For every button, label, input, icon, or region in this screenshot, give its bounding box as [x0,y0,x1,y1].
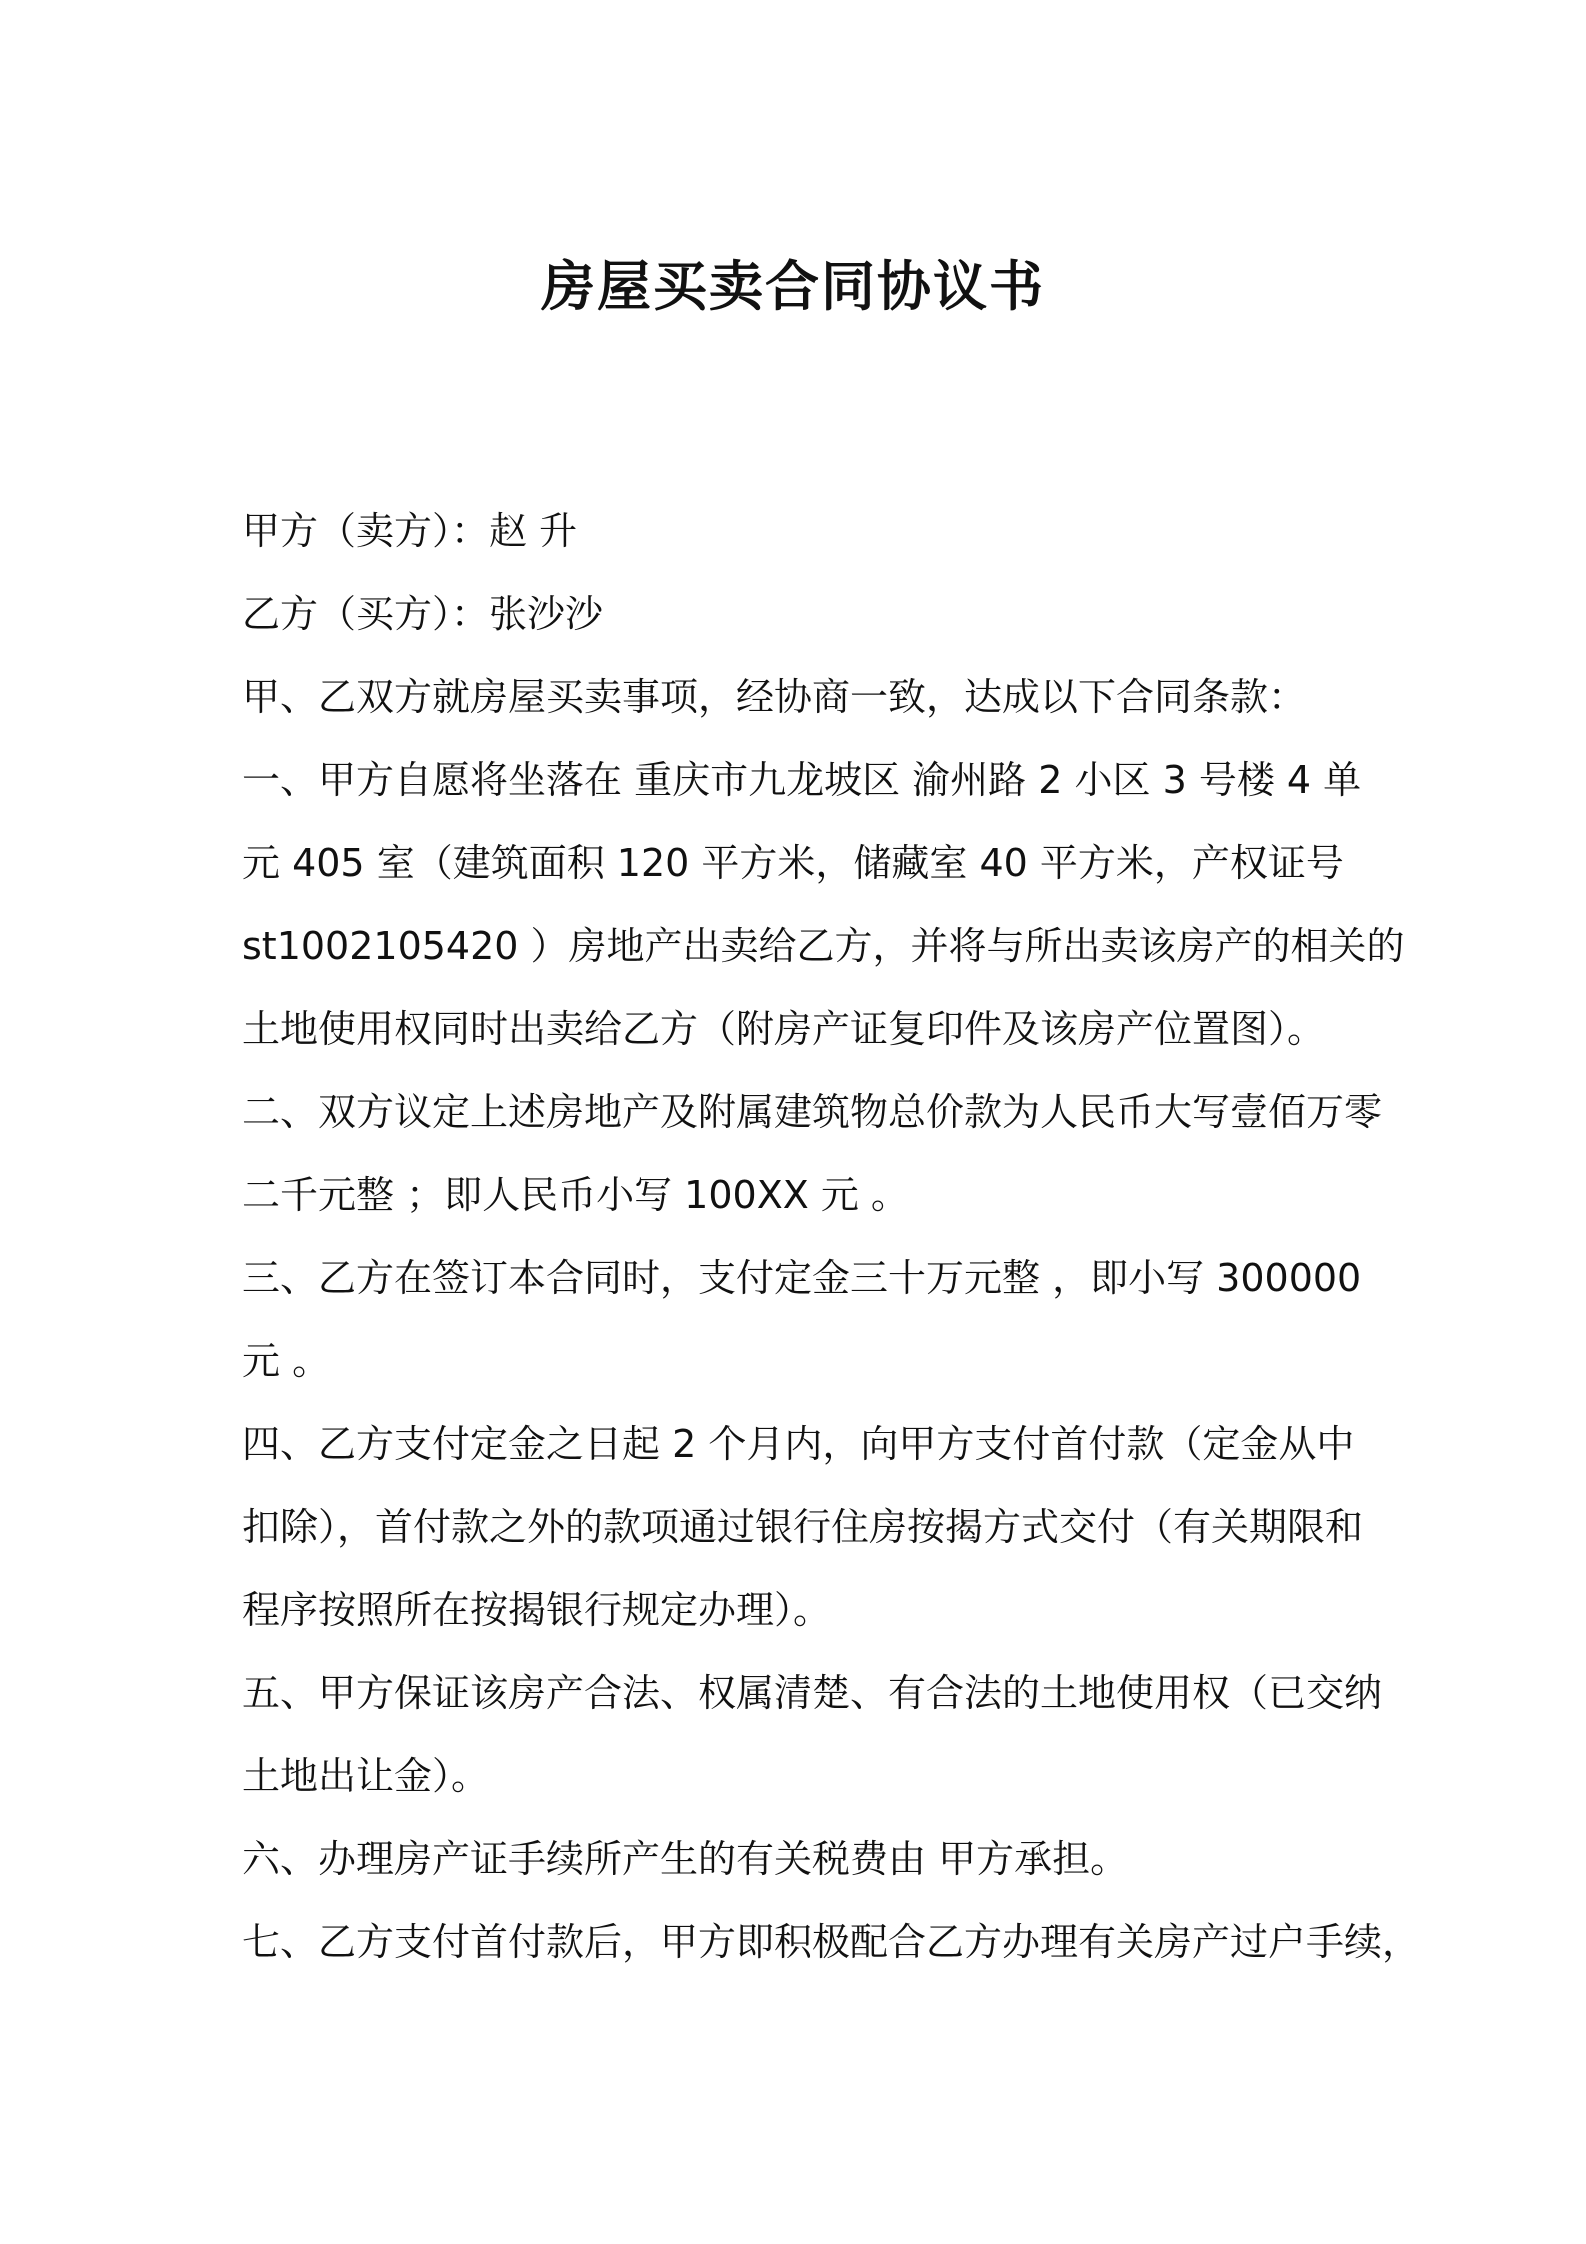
clause-4-line-3: 程序按照所在按揭银行规定办理）。 [242,1588,832,1632]
clause-2-line-2: 二千元整 ；即人民币小写 100XX 元 。 [242,1173,909,1217]
document-title: 房屋买卖合同协议书 [541,255,1045,318]
preamble: 甲、乙双方就房屋买卖事项，经协商一致，达成以下合同条款： [242,675,1307,719]
clause-1-line-2: 元 405 室（建筑面积 120 平方米，储藏室 40 平方米，产权证号 [242,841,1344,885]
party-a-seller: 甲方（卖方）：赵 升 [242,509,578,553]
party-b-buyer: 乙方（买方）：张沙沙 [242,592,604,636]
clause-4-line-2: 扣除），首付款之外的款项通过银行住房按揭方式交付（有关期限和 [242,1505,1364,1549]
clause-4-line-1: 四、乙方支付定金之日起 2 个月内，向甲方支付首付款（定金从中 [242,1422,1355,1466]
clause-1-line-4: 土地使用权同时出卖给乙方（附房产证复印件及该房产位置图）。 [242,1007,1326,1051]
clause-1-line-3: st1002105420 ）房地产出卖给乙方，并将与所出卖该房产的相关的 [242,924,1405,968]
clause-7-line-1: 七、乙方支付首付款后，甲方即积极配合乙方办理有关房产过户手续， [242,1920,1421,1964]
clause-3-line-2: 元 。 [242,1339,331,1383]
clause-5-line-2: 土地出让金）。 [242,1754,490,1798]
clause-6: 六、办理房产证手续所产生的有关税费由 甲方承担。 [242,1837,1129,1881]
clause-3-line-1: 三、乙方在签订本合同时，支付定金三十万元整 ，即小写 300000 [242,1256,1362,1300]
contract-body [242,490,1421,1984]
clause-1-line-1: 一、甲方自愿将坐落在 重庆市九龙坡区 渝州路 2 小区 3 号楼 4 单 [242,758,1362,802]
clause-5-line-1: 五、甲方保证该房产合法、权属清楚、有合法的土地使用权（已交纳 [242,1671,1383,1715]
clause-2-line-1: 二、双方议定上述房地产及附属建筑物总价款为人民币大写壹佰万零 [242,1090,1383,1134]
